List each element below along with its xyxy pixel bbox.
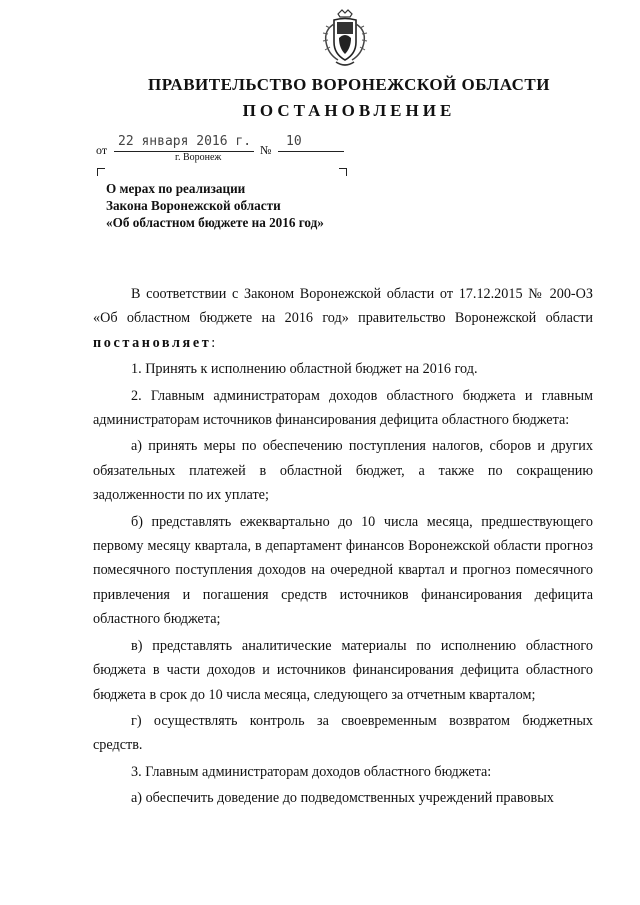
intro-colon: : bbox=[211, 334, 216, 351]
paragraph-item: б) представлять ежеквартально до 10 числа месяца, предшествующего первому месяцу квартала, в департамент финансов Воронежской области прогноз помесячного поступления доходов на очередной квартал и прогноз помесячного привлечения и погашения средств источников финансирования дефицита областного бюджета; bbox=[93, 513, 593, 628]
coat-of-arms-icon bbox=[316, 8, 374, 70]
intro-text: В соответствии с Законом Воронежской области от 17.12.2015 № 200-ОЗ «Об областном бюджете на 2016 год» правительство Воронежской области bbox=[93, 286, 593, 327]
document-date: 22 января 2016 г. bbox=[118, 134, 252, 149]
paragraph-item: 2. Главным администраторам доходов областного бюджета и главным администраторам источников финансирования дефицита областного бюджета: bbox=[93, 387, 593, 429]
paragraph-item: 3. Главным администраторам доходов областного бюджета: bbox=[131, 763, 492, 780]
intro-paragraph bbox=[93, 282, 593, 355]
from-label: от bbox=[96, 143, 108, 157]
subject-line: «Об областном бюджете на 2016 год» bbox=[106, 215, 324, 230]
city-label: г. Воронеж bbox=[175, 152, 222, 163]
subject-line: О мерах по реализации bbox=[106, 181, 246, 196]
bracket-left bbox=[97, 168, 105, 176]
subject-line: Закона Воронежской области bbox=[106, 198, 281, 213]
document-body bbox=[93, 282, 593, 811]
organization-title: ПРАВИТЕЛЬСТВО ВОРОНЕЖСКОЙ ОБЛАСТИ bbox=[147, 75, 550, 94]
paragraph-item: в) представлять аналитические материалы по исполнению областного бюджета в части доходов и источников финансирования дефицита областного бюджета в срок до 10 числа месяца, следующего за отчетным кварталом; bbox=[93, 637, 593, 703]
document-number: 10 bbox=[286, 134, 302, 149]
document-type: ПОСТАНОВЛЕНИЕ bbox=[242, 101, 456, 120]
paragraph-item: а) обеспечить доведение до подведомственных учреждений правовых bbox=[131, 790, 554, 807]
paragraph-item: а) принять меры по обеспечению поступления налогов, сборов и других обязательных платежей в областной бюджет, а также по сокращению задолженности по их уплате; bbox=[93, 438, 593, 504]
paragraph-item: 1. Принять к исполнению областной бюджет на 2016 год. bbox=[131, 361, 478, 378]
decree-word: постановляет bbox=[93, 334, 212, 351]
bracket-right bbox=[339, 168, 347, 176]
document-subject bbox=[106, 180, 406, 231]
number-label: № bbox=[260, 143, 272, 157]
paragraph-item: г) осуществлять контроль за своевременным возвратом бюджетных средств. bbox=[93, 712, 593, 754]
number-underline bbox=[278, 151, 344, 152]
